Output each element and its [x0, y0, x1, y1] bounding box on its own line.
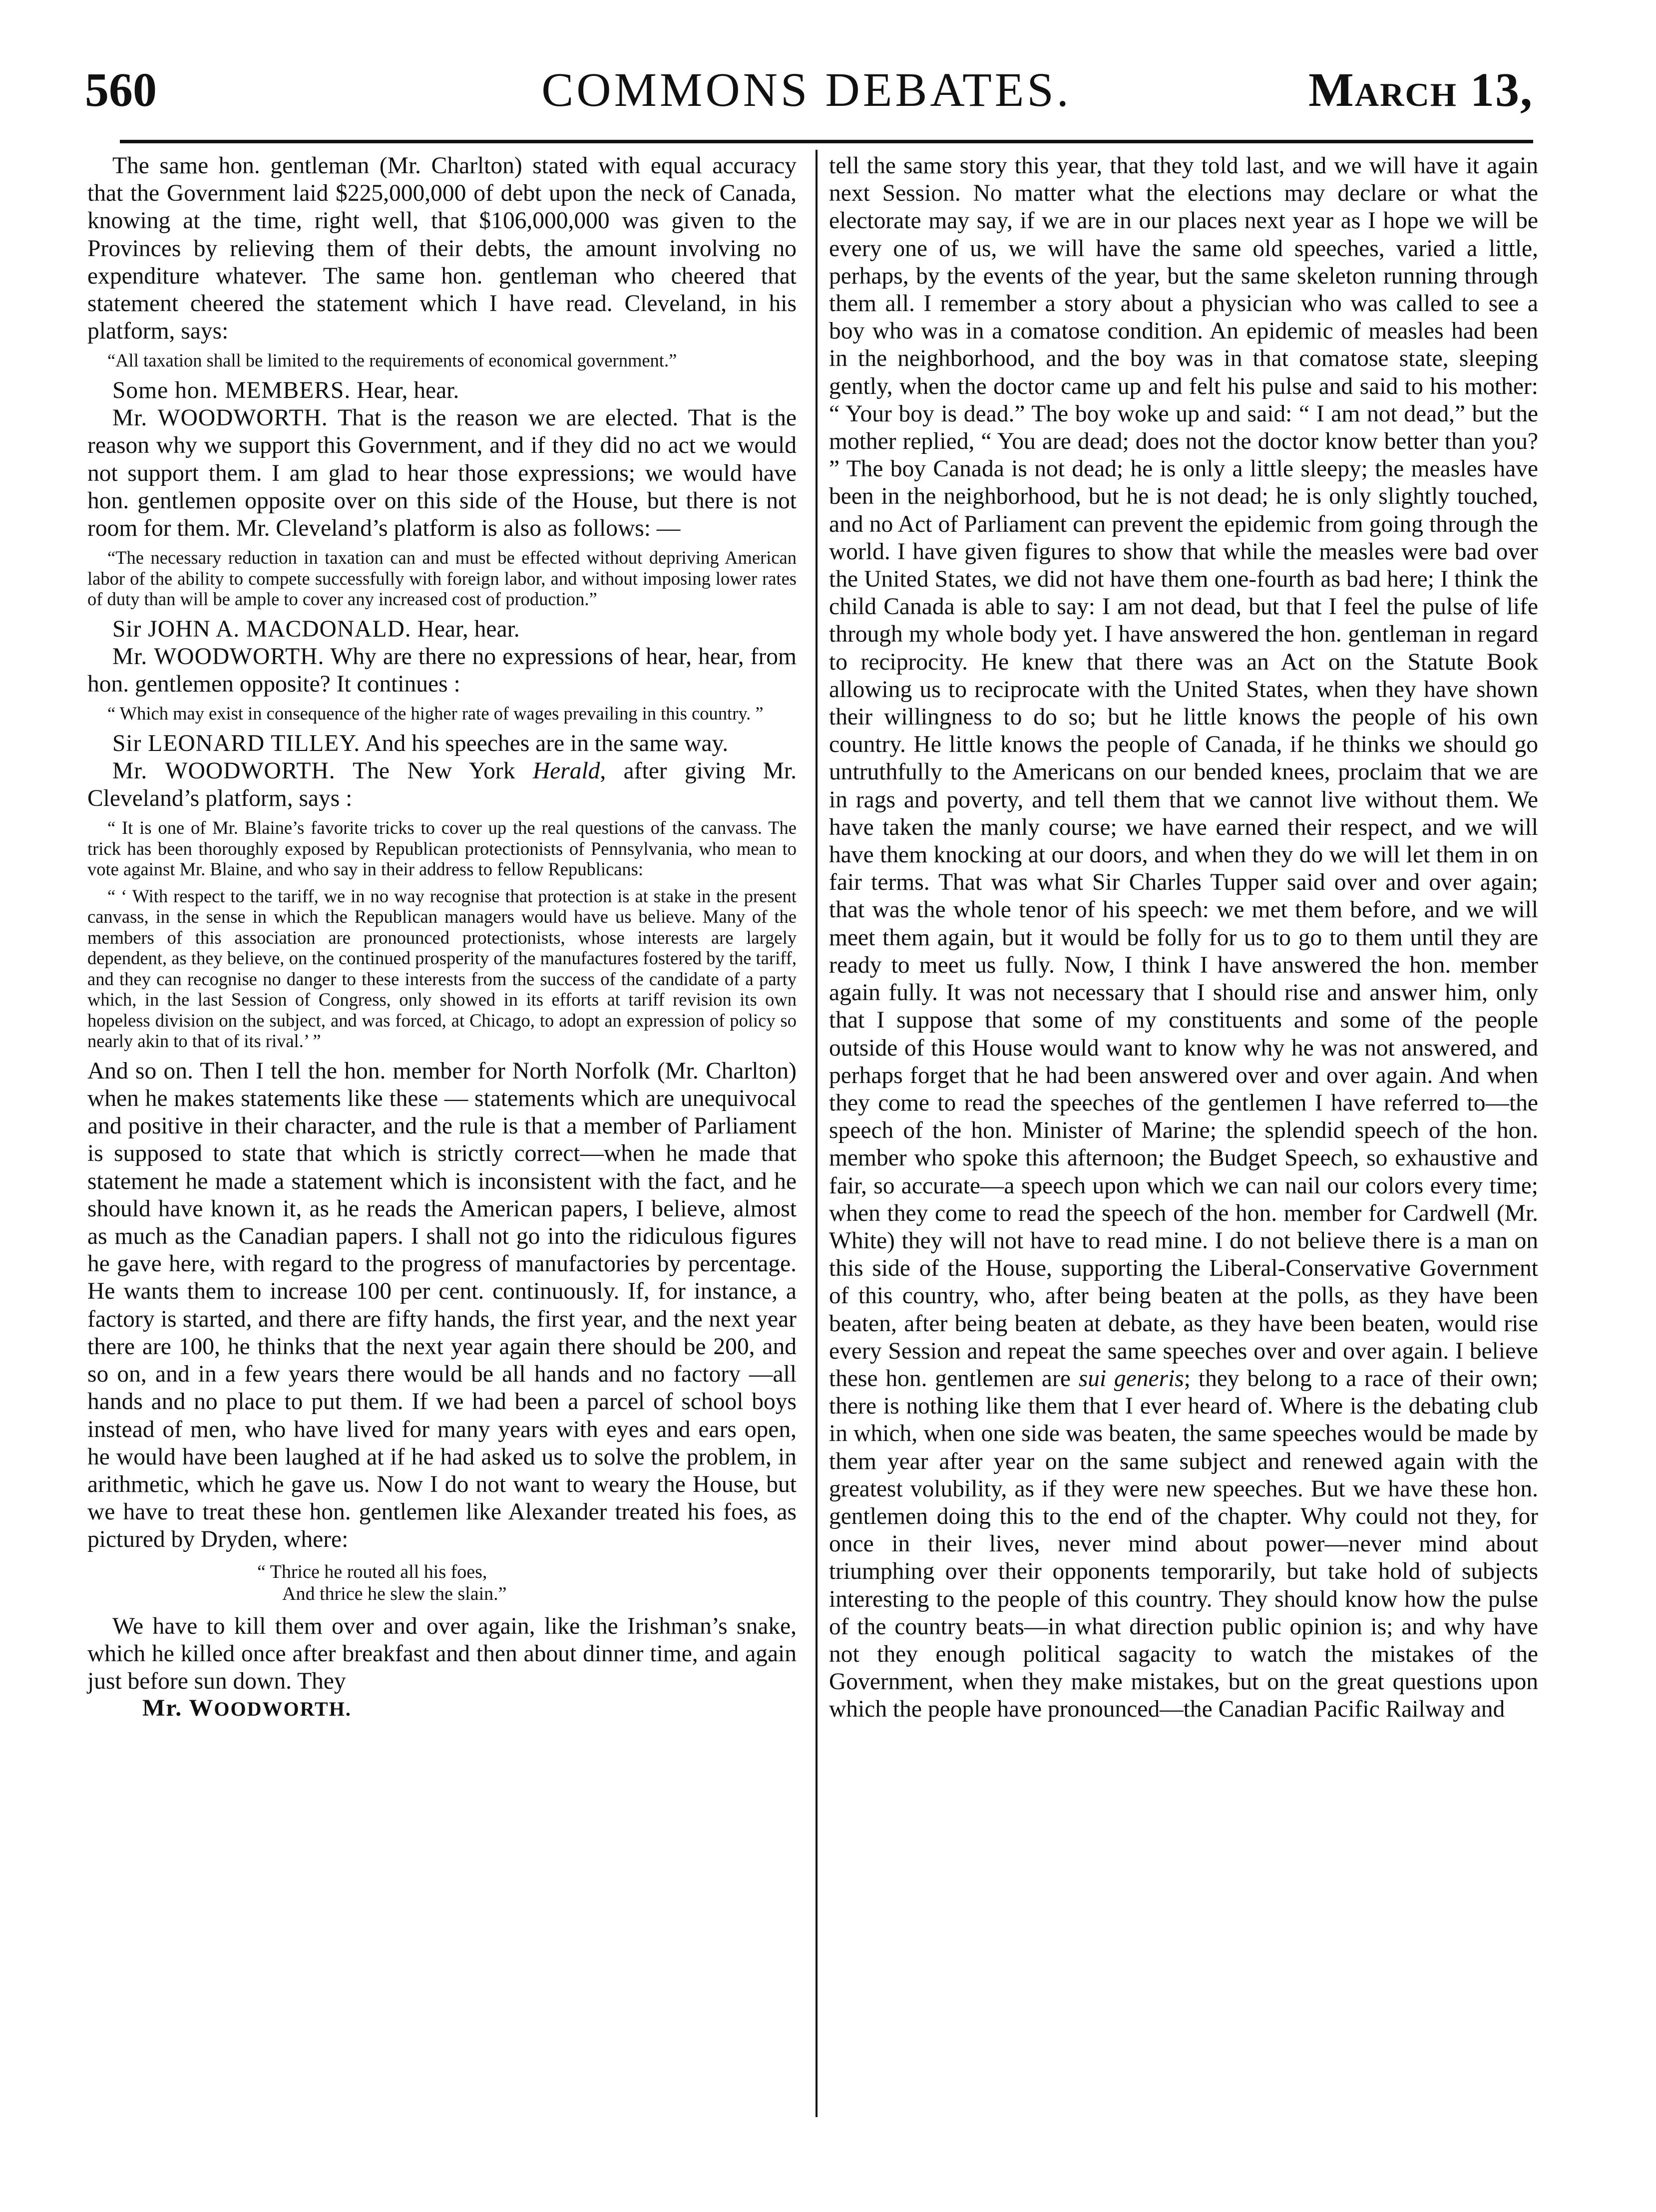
speech-text: Why are there no expressions of hear, hear, from hon. gentlemen opposite? It continues :: [87, 643, 797, 698]
verse-dryden: [87, 1561, 797, 1605]
quote-cleveland-reduction: “The necessary reduction in taxation can and must be effected without depriving American labor of the ability to compete successfully with foreign labor, and without imposing lower rates of duty than will be ample to cover any increased cost of production.”: [87, 547, 797, 610]
speech-text: Hear, hear.: [411, 616, 520, 642]
page-number: 560: [85, 63, 157, 116]
newspaper-name: Herald: [532, 757, 600, 784]
speaker-name: Sir LEONARD TILLEY.: [112, 730, 361, 756]
date-month-initial: M: [1308, 63, 1355, 116]
date-day: 13,: [1470, 63, 1533, 116]
quote-republican-protectionists: “ ‘ With respect to the tariff, we in no way recognise that protection is at stake in the present canvass, in the sense in which the Republican managers would have us believe. Many of the members of this association are pronounced protectionists, whose interests are largely dependent, as they believe, on the continued prosperity of the manufactures fostered by the tariff, and they can recognise no danger to these interests from the success of the candidate of a party which, in the last Session of Congress, only showed in its efforts at tariff revision its own hopeless division on the subject, and was forced, at Chicago, to adopt an expression of policy so nearly akin to that of its rival.’ ”: [87, 885, 797, 1052]
column-divider: [816, 150, 818, 2117]
speaker-name: Mr. WOODWORTH.: [112, 405, 328, 431]
paragraph-woodworth-herald: [87, 757, 797, 812]
speech-text: And his speeches are in the same way.: [360, 730, 729, 756]
paragraph-macdonald-hear: [87, 616, 797, 643]
page-date: [1308, 60, 1533, 120]
paragraph-woodworth-continues: [87, 643, 797, 698]
page-header: [80, 60, 1533, 125]
verse-line: “ Thrice he routed all his foes,: [257, 1561, 487, 1582]
speech-text: ; they belong to a race of their own; there is nothing like them that I ever heard of. Where is the debating club in which, when one side was beaten, the same speeches would be made by them year after year on the same subject and renewed again with the greatest volubility, as if they were new speeches. But we have these hon. gentlemen doing this to the end of the chapter. Why could not they, for once in their lives, never mind about power—never mind about triumphing over their opponents temporarily, but take hold of subjects interesting to the people of this country. They should know how the pulse of the country beats—in what direction public opinion is; and why have not they enough political sagacity to watch the mistakes of the Government, when they make mistakes, but on the great questions upon which the people have pronounced—the Canadian Pacific Railway and: [829, 1365, 1539, 1723]
latin-phrase: sui generis: [1078, 1365, 1184, 1392]
paragraph-tilley: [87, 730, 797, 757]
paragraph-irishman-snake: We have to kill them over and over again, like the Irishman’s snake, which he killed once after breakfast and then about dinner time, and again just before sun down. They: [87, 1613, 797, 1694]
publication-title: COMMONS DEBATES.: [541, 63, 1072, 116]
speaker-name: Sir JOHN A. MACDONALD.: [112, 616, 412, 642]
paragraph-members-hear: [87, 377, 797, 404]
speech-text: tell the same story this year, that they told last, and we will have it again next Session. No matter what the elections may declare or what the electorate may say, if we are in our places next year as I hope we will be every one of us, we will have the same old speeches, varied a little, perhaps, by the events of the year, but the same skeleton running through them all. I remember a story about a physician who was called to see a boy who was in a comatose condition. An epidemic of measles had been in the neighborhood, and the boy was in that comatose state, sleeping gently, when the doctor came up and felt his pulse and said to his mother: “ Your boy is dead.” The boy woke up and said: “ I am not dead,” but the mother replied, “ You are dead; does not the doctor know better than you? ” The boy Canada is not dead; he is only a little sleepy; the measles have been in the neighborhood, but he is not dead; he is only slightly touched, and no Act of Parliament can prevent the epidemic from going through the world. I have given figures to show that while the measles were bad over the United States, we did not have them one-fourth as bad here; I think the child Canada is able to say: I am not dead, but that I feel the pulse of life through my whole body yet. I have answered the hon. gentleman in regard to reciprocity. He knew that there was an Act on the Statute Book allowing us to reciprocate with the United States, when they have shown their willingness to do so; but he little knows the people of his own country. He little knows the people of Canada, if he thinks we should go untruthfully to the Americans on our bended knees, proclaim that we are in rags and poverty, and tell them that we cannot live without them. We have taken the manly course; we have earned their respect, and we will have them knocking at our doors, and when they do we will let them in on fair terms. That was what Sir Charles Tupper said over and over again; that was the whole tenor of his speech: we met them before, and we will meet them again, but it would be folly for us to go to them until they are ready to meet us fully. Now, I think I have answered the hon. member again fully. It was not necessary that I should rise and answer him, only that I suppose that some of my constituents and some of the people outside of this House would want to know why he was not answered, and perhaps forget that he had been answered over and over again. And when they come to read the speeches of the gentlemen I have referred to—the speech of the hon. Minister of Marine; the splendid speech of the hon. member who spoke this afternoon; the Budget Speech, so exhaustive and fair, so accurate—a speech upon which we can nail our colors every time; when they come to read the speech of the hon. member for Cardwell (Mr. White) they will not have to read mine. I do not believe there is a man on this side of the House, supporting the Liberal-Conservative Government of this country, who, after being beaten at the polls, as they have been beaten, after being beaten at debate, as they have been beaten, would rise every Session and repeat the same speeches over and over again. I believe these hon. gentlemen are: [829, 153, 1538, 1392]
quote-wages: “ Which may exist in consequence of the higher rate of wages prevailing in this country. ”: [107, 703, 764, 724]
quote-herald-blaine: “ It is one of Mr. Blaine’s favorite tricks to cover up the real questions of the canvass. The trick has been thoroughly exposed by Republican protectionists of Pennsylvania, who mean to vote against Mr. Blaine, and who say in their address to fellow Republicans:: [87, 817, 797, 880]
verse-line: And thrice he slew the slain.”: [282, 1583, 507, 1604]
left-column: [87, 152, 797, 1722]
paragraph-woodworth-reason: [87, 404, 797, 542]
paragraph-charlton-debt: The same hon. gentleman (Mr. Charlton) stated with equal accuracy that the Government laid $225,000,000 of debt upon the neck of Canada, knowing at the time, right well, that $106,000,000 was given to the Provinces by relieving them of their debts, the amount involving no expenditure whatever. The same hon. gentleman who cheered that statement cheered the statement which I have read. Cleveland, in his platform, says:: [87, 153, 797, 345]
right-column: [829, 152, 1538, 1724]
speech-text: Hear, hear.: [351, 377, 459, 403]
speech-text: The New York: [335, 757, 533, 784]
speech-text: That is the reason we are elected. That is the reason why we support this Government, and if they did no act we would not support them. I am glad to hear those expressions; we would have hon. gentlemen opposite over on this side of the House, but there is not room for them. Mr. Cleveland’s platform is also as follows: —: [87, 405, 797, 541]
speaker-name: Mr. WOODWORTH.: [112, 757, 336, 784]
header-rule: [120, 140, 1533, 143]
signoff-prefix: Mr. W: [142, 1695, 214, 1722]
date-month-rest: arch: [1354, 63, 1457, 116]
speech-text: , after giving Mr. Cleveland’s platform, says :: [87, 757, 797, 812]
speaker-name: Mr. WOODWORTH.: [112, 643, 325, 670]
signoff-rest: OODWORTH.: [214, 1698, 352, 1721]
speaker-continuation: [87, 1695, 797, 1722]
paragraph-continued-speech: [829, 152, 1538, 1724]
quote-cleveland-taxation: “All taxation shall be limited to the requirements of economical government.”: [107, 350, 677, 371]
speaker-name: Some hon. MEMBERS.: [112, 377, 351, 403]
paragraph-north-norfolk: And so on. Then I tell the hon. member for North Norfolk (Mr. Charlton) when he makes statements like these — statements which are unequivocal and positive in their character, and the rule is that a member of Parliament is supposed to state that which is strictly correct—when he made that statement he made a statement which is inconsistent with the fact, and he should have known it, as he reads the American papers, I believe, almost as much as the Canadian papers. I shall not go into the ridiculous figures he gave here, with regard to the progress of manufactories by percentage. He wants them to increase 100 per cent. continuously. If, for instance, a factory is started, and there are fifty hands, the first year, and the next year there are 100, he thinks that the next year again there should be 200, and so on, and in a few years there would be all hands and no factory —all hands and no place to put them. If we had been a parcel of school boys instead of men, who have lived for many years with eyes and ears open, he would have been laughed at if he had asked us to solve the problem, in arithmetic, which he gave us. Now I do not want to weary the House, but we have to treat these hon. gentlemen like Alexander treated his foes, as pictured by Dryden, where:: [87, 1058, 797, 1553]
